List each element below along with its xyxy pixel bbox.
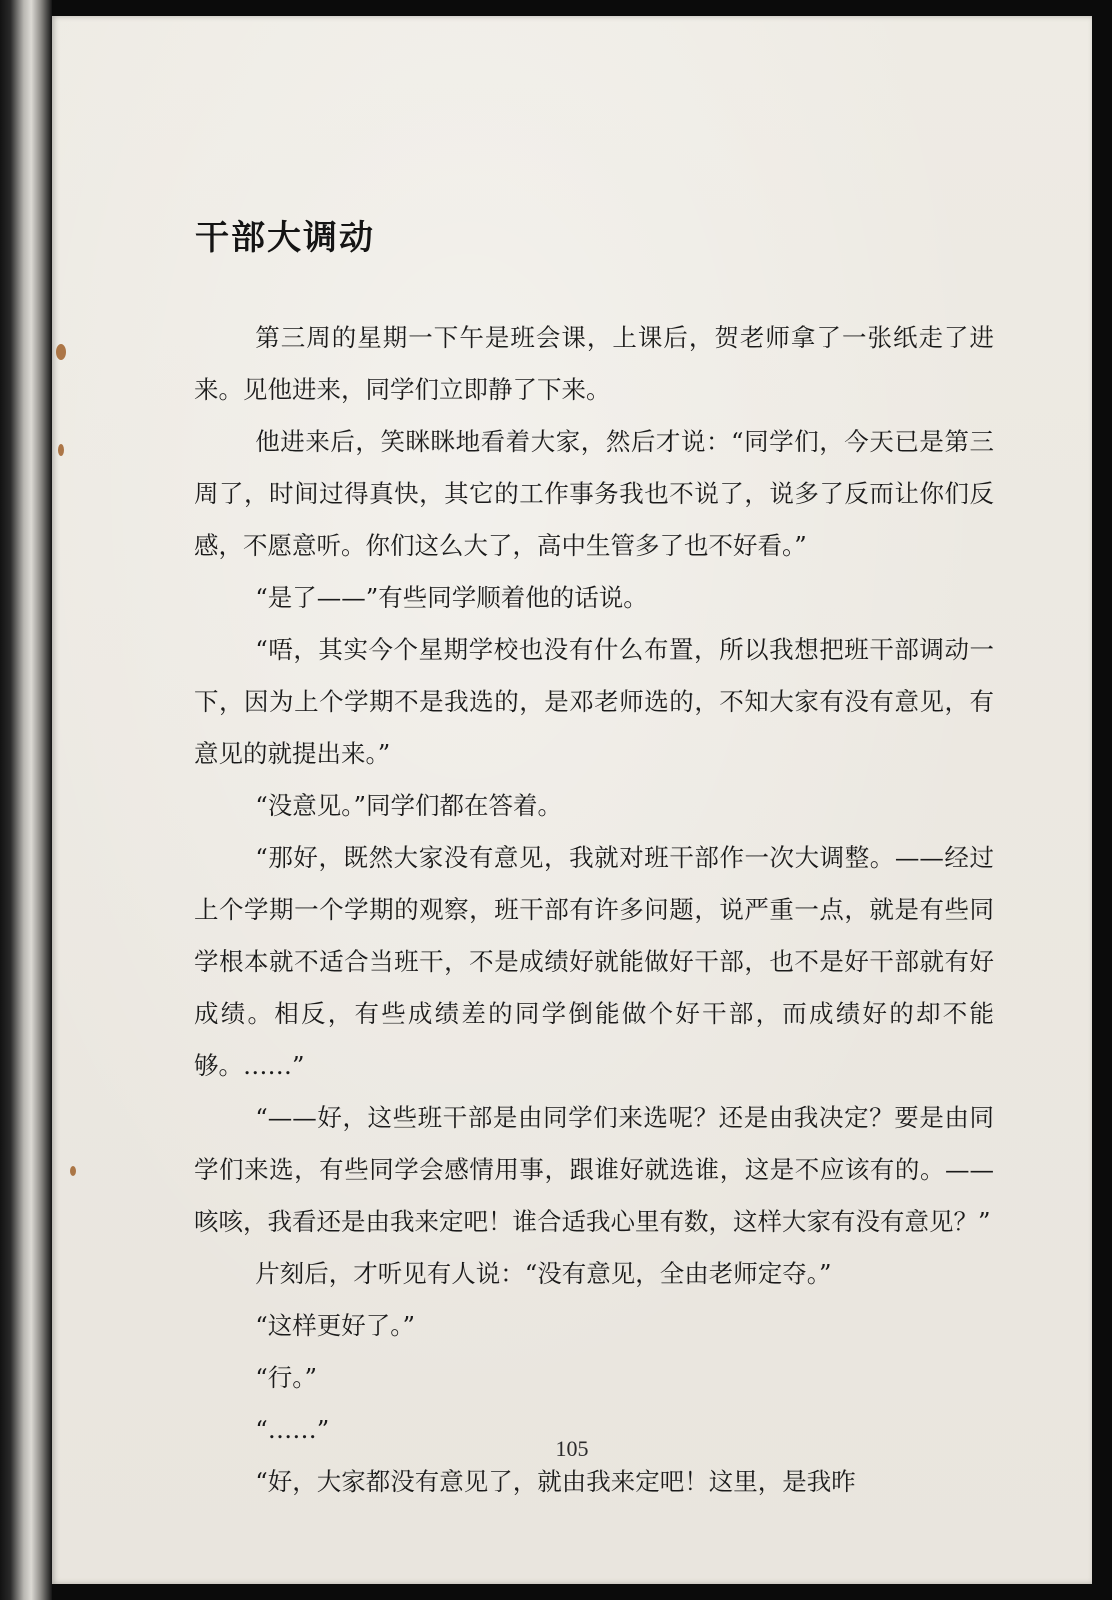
paragraph: “这样更好了。” (255, 1311, 416, 1340)
body-text (194, 312, 994, 1508)
book-binding-edge (0, 0, 52, 1600)
paragraph: “……” (255, 1415, 330, 1444)
page-number: 105 (555, 1436, 589, 1461)
paragraph: “那好，既然大家没有意见，我就对班干部作一次大调整。——经过上个学期一个学期的观察，班干部有许多问题，说严重一点，就是有些同学根本就不适合当班干，不是成绩好就能做好干部，也不是好干部就有好成绩。相反，有些成绩差的同学倒能做个好干部，而成绩好的却不能够。……” (194, 843, 994, 1080)
paragraph: “行。” (255, 1363, 318, 1392)
paragraph: “是了——”有些同学顺着他的话说。 (255, 583, 648, 612)
chapter-title: 干部大调动 (195, 218, 375, 258)
paragraph: 他进来后，笑眯眯地看着大家，然后才说：“同学们，今天已是第三周了，时间过得真快，其它的工作事务我也不说了，说多了反而让你们反感，不愿意听。你们这么大了，高中生管多了也不好看。” (194, 427, 994, 560)
paper-stain (70, 1166, 76, 1176)
paragraph: “好，大家都没有意见了，就由我来定吧！这里，是我昨 (255, 1467, 856, 1496)
paragraph: 片刻后，才听见有人说：“没有意见，全由老师定夺。” (255, 1259, 832, 1288)
paragraph: “没意见。”同学们都在答着。 (255, 791, 563, 820)
paragraph: 第三周的星期一下午是班会课，上课后，贺老师拿了一张纸走了进来。见他进来，同学们立即静了下来。 (194, 323, 994, 404)
book-page (52, 16, 1092, 1584)
paragraph: “唔，其实今个星期学校也没有什么布置，所以我想把班干部调动一下，因为上个学期不是我选的，是邓老师选的，不知大家有没有意见，有意见的就提出来。” (194, 635, 994, 768)
paper-stain (58, 444, 64, 456)
paragraph: “——好，这些班干部是由同学们来选呢？还是由我决定？要是由同学们来选，有些同学会感情用事，跟谁好就选谁，这是不应该有的。——咳咳，我看还是由我来定吧！谁合适我心里有数，这样大家有没有意见？” (194, 1103, 994, 1236)
paper-stain (56, 344, 66, 360)
